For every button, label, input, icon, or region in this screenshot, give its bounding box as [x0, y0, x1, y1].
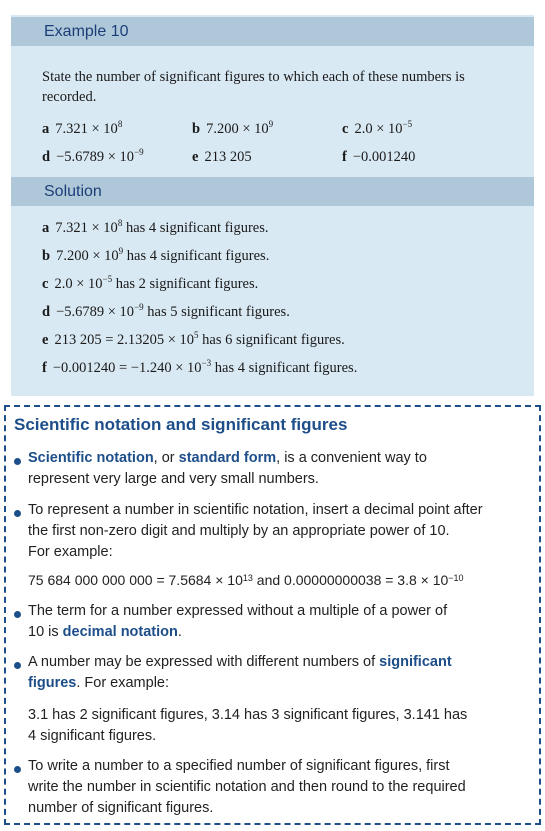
solution-expr: 2.0 × 10 [54, 276, 103, 292]
example-box [11, 15, 534, 396]
part-value: 7.200 × 10 [206, 121, 269, 137]
solution-exponent: 5 [194, 330, 199, 340]
example-header [11, 17, 534, 46]
solution-expr: 7.200 × 10 [56, 248, 119, 264]
note-line: write the number in scientific notation and then round to the required [28, 779, 466, 795]
part-label: e [192, 149, 199, 165]
solution-exponent: 9 [118, 246, 124, 256]
part-exponent: −5 [402, 119, 413, 129]
solution-header [11, 177, 534, 206]
solution-label: b [42, 248, 51, 264]
exponent: 13 [242, 573, 253, 583]
bullet-dot-icon [14, 659, 24, 669]
solution-expr: −0.001240 = −1.240 × 10 [52, 360, 202, 376]
term-figures: figures [28, 675, 77, 691]
part-label: c [342, 121, 349, 137]
term-scientific-notation: Scientific notation [28, 450, 154, 466]
part-d [42, 149, 144, 166]
part-e [192, 149, 252, 166]
note-line: To represent a number in scientific notation, insert a decimal point after [28, 502, 483, 518]
part-exponent: 9 [268, 119, 274, 129]
solution-label: a [42, 220, 50, 236]
part-label: a [42, 121, 50, 137]
solution-line-f [42, 360, 357, 377]
term-standard-form: standard form [178, 450, 277, 466]
solution-result: has 5 significant figures. [143, 304, 290, 320]
solution-result: has 2 significant figures. [112, 276, 259, 292]
part-exponent: −9 [134, 147, 144, 157]
solution-result: has 4 significant figures. [211, 360, 358, 376]
bullet-dot-icon [14, 763, 24, 773]
term-decimal-notation: decimal notation [62, 624, 178, 640]
solution-line-e [42, 332, 345, 349]
part-value: −5.6789 × 10 [56, 149, 135, 165]
solution-result: has 4 significant figures. [123, 248, 270, 264]
notation-example [28, 570, 464, 591]
part-value: 213 205 [204, 149, 252, 165]
term-significant: significant [379, 654, 452, 670]
note-text: and 0.00000000038 = 3.8 × 10 [252, 572, 449, 588]
example-title: Example 10 [44, 23, 129, 40]
solution-label: f [42, 360, 47, 376]
exponent: −10 [448, 573, 464, 583]
note-line: For example: [28, 544, 113, 560]
solution-expr: 7.321 × 10 [55, 220, 118, 236]
solution-exponent: 8 [117, 218, 123, 228]
note-line: The term for a number expressed without a multiple of a power of [28, 603, 448, 619]
solution-result: has 6 significant figures. [198, 332, 345, 348]
note-line: To write a number to a specified number of significant figures, first [28, 758, 450, 774]
bullet-dot-icon [14, 455, 24, 465]
solution-label: c [42, 276, 49, 292]
notes-box [4, 405, 541, 825]
part-label: b [192, 121, 201, 137]
solution-exponent: −9 [134, 302, 144, 312]
solution-line-b [42, 248, 269, 265]
solution-label: e [42, 332, 49, 348]
note-text: 75 684 000 000 000 = 7.5684 × 10 [28, 572, 243, 588]
solution-exponent: −5 [102, 274, 113, 284]
part-label: f [342, 149, 347, 165]
note-line: 3.1 has 2 significant figures, 3.14 has 3 significant figures, 3.141 has [28, 707, 468, 723]
solution-exponent: −3 [201, 358, 212, 368]
note-text: A number may be expressed with different numbers of [28, 654, 380, 670]
note-line [28, 652, 452, 673]
bullet-dot-icon [14, 507, 24, 517]
solution-line-d [42, 304, 290, 321]
note-line [28, 622, 182, 643]
solution-result: has 4 significant figures. [122, 220, 269, 236]
solution-expr: 213 205 = 2.13205 × 10 [54, 332, 195, 348]
part-value: −0.001240 [352, 149, 416, 165]
part-value: 2.0 × 10 [354, 121, 403, 137]
part-exponent: 8 [117, 119, 123, 129]
notes-title: Scientific notation and significant figures [14, 415, 348, 434]
note-text: , is a convenient way to [276, 450, 427, 466]
part-a [42, 121, 122, 138]
note-line [28, 448, 427, 469]
note-line: 4 significant figures. [28, 728, 157, 744]
solution-label: d [42, 304, 51, 320]
note-text: , or [153, 450, 179, 466]
note-line: the first non-zero digit and multiply by an appropriate power of 10. [28, 523, 450, 539]
note-text: 10 is [28, 624, 63, 640]
part-f [342, 149, 415, 166]
note-line: number of significant figures. [28, 800, 214, 816]
example-question: State the number of significant figures to which each of these numbers is recorded. [42, 69, 465, 105]
bullet-dot-icon [14, 608, 24, 618]
solution-title: Solution [44, 183, 102, 200]
solution-line-a [42, 220, 269, 237]
part-b [192, 121, 273, 138]
note-text: . [177, 624, 182, 640]
note-line [28, 673, 169, 694]
solution-line-c [42, 276, 258, 293]
solution-expr: −5.6789 × 10 [56, 304, 135, 320]
part-label: d [42, 149, 51, 165]
note-line: represent very large and very small numbers. [28, 471, 319, 487]
part-c [342, 121, 412, 138]
note-text: . For example: [76, 675, 170, 691]
part-value: 7.321 × 10 [55, 121, 118, 137]
